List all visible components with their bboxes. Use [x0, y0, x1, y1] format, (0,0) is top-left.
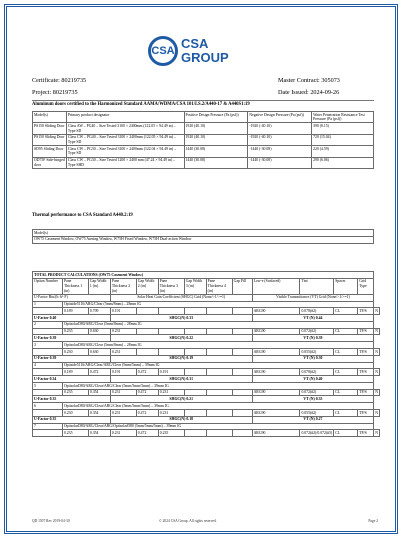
csa-logo-text: CSA GROUP [181, 36, 229, 65]
footer-page-number: Page 2 [368, 519, 378, 523]
table-row: 0.230 0.354 0.231 0.472 0.231 ARG90 0.055(#2) CL TP/S N [33, 410, 380, 417]
subheader-shgc: Solar Heat Gain Coefficient (SHGC) Grid (None/>1/>=1) [110, 294, 252, 301]
project-line: Project: 80219735 [32, 89, 78, 96]
csa-logo-mark: CSA [148, 36, 178, 66]
option-description: Optiside5116/ARG/Clear/ARG/Clear (5mm/5mm) – 39mm IG [62, 362, 373, 369]
option-number: 1 [33, 301, 63, 308]
col-gap-fill: Gap Fill [232, 278, 252, 294]
table-row: 0.230 0.630 0.231 ARG90 0.055(#2) CL TP/S N [33, 349, 380, 356]
date-issued-line: Date Issued: 2024-09-26 [278, 89, 340, 96]
header-divider [32, 100, 374, 101]
col-spacer: Spacer [334, 278, 358, 294]
footer-copyright: © 2024 CSA Group. All rights reserved. [159, 519, 217, 523]
option-description: Optiside5116/ARG/Clear (5mm/8mm) – 28mm IG [62, 301, 373, 308]
col-gap3: Gap Width 3 (in) [184, 278, 206, 294]
table-row: 0.189 0.709 0.191 ARG90 0.078(#2) CL TP/S N [33, 308, 380, 315]
table-row: 0.235 0.354 0.231 0.472 0.235 ARG90 0.072(#2)/0.072(#5) CL TP/S N [33, 430, 380, 437]
thermal-model-table [32, 229, 374, 244]
calc-table-title: TOTAL PRODUCT CALCULATIONS (OW75 Casement Window) [33, 272, 374, 279]
header-designator: Primary product designator [66, 112, 184, 123]
option-number: 2 [33, 321, 63, 328]
option-description: OptisolarD80/ARG/Clear (5mm/8mm) – 28mm IG [62, 321, 373, 328]
table-row: 0.235 0.354 0.231 0.472 0.231 ARG90 0.072(#2) CL TP/S N [33, 389, 380, 396]
inner-border [6, 6, 396, 532]
pressure-table: Model(s) Primary product designator Positive Design Pressure (Pa (psf)) Negative Design Pressure (Pa (psf)) Water Penetration Resistance Test Pressure (Pa (psf)) PS150 Sliding Door Class AW – PG40 – Size Tested 3100 × 2400mm (122.05 × 94.49 in) – Type SD 1920 (40.10) -1920 (-40.10) 390 (8.15) PS150 Sliding Door Class CW – PG40 – Size Tested 3100 × 2400mm (122.05 × 94.49 in) – Type SD 1920 (40.10) -1920 (-40.10) 720 (15.04) SD95 Sliding Door Class CW – PG30 – Size Tested 3100 × 2400mm (122.04 × 94.49 in) – Type SD 1440 (30.08) -1440 (-30.08) 220 (4.59) OD75F Side-hinged door Class CW – PG30 – Size Tested 1200 × 2400 mm (47.24 × 94.49 in) – Type SHD 1440 (30.08) -1440 (-30.08) 290 (6.06) [32, 111, 374, 169]
header-water-pressure: Water Penetration Resistance Test Pressure (Pa (psf)) [312, 112, 374, 123]
option-description: OptisolarD80/ARG/Clear (5mm/8mm) – 28mm IG [62, 342, 373, 349]
footer-doc-id: QD 1507 Rev 2019-04-30 [32, 519, 70, 523]
csa-group-logo [148, 36, 266, 68]
option-description: OptisolarD80/ARG/Clear/ARG/OptisolarD80 (5mm/5mm/5mm) – 39mm IG [62, 423, 373, 430]
option-number: 5 [33, 382, 63, 389]
section-2-heading: Thermal performance to CSA Standard A440.2:19 [32, 213, 133, 218]
header-negative-pressure: Negative Design Pressure (Pa (psf)) [248, 112, 312, 123]
option-description: OptisolarD80/ARG/Clear/ARG/Clear (5mm/5mm/5mm) – 39mm IG [62, 403, 373, 410]
section-1-heading: Aluminum doors certified to the Harmonized Standard AAMA/WDMA/CSA 101/I.S.2/A440-17 & A440S1:19 [32, 102, 250, 107]
master-contract-line: Master Contract: 305073 [278, 77, 340, 84]
option-number: 3 [33, 342, 63, 349]
col-low-e: Low-e (Surface#) [252, 278, 300, 294]
col-gap1: Gap Width 1 (in) [88, 278, 110, 294]
col-pane4: Pane Thickness 4 (in) [206, 278, 232, 294]
col-tint: Tint [300, 278, 334, 294]
thermal-model-header: Model(s) [33, 230, 374, 237]
table-row: 0.235 0.630 0.231 ARG90 0.072(#2) CL TP/S N [33, 328, 380, 335]
option-description: OptisolarD80/ARG/Clear/ARG/Clear (5mm/5mm/5mm) – 39mm IG [62, 382, 373, 389]
table-row: PS150 Sliding Door [33, 123, 67, 134]
option-number: 6 [33, 403, 63, 410]
col-gap2: Gap Width 2 (in) [136, 278, 158, 294]
table-row: PS150 Sliding Door [33, 134, 67, 145]
col-pane2: Pane Thickness 2 (in) [110, 278, 136, 294]
thermal-model-list: OW75 Casement Window, OW75 Awning Window, W75H Fixed Window, W75H Dual-action Window [33, 236, 374, 243]
total-product-calculations-table: TOTAL PRODUCT CALCULATIONS (OW75 Casement Window) Option Number Pane Thickness 1 (in) Gap Width 1 (in) Pane Thickness 2 (in) Gap Width 2 (in) Pane Thickness 3 (in) Gap Width 3 (in) Pane Thickness 4 (in) Gap Fill Low-e (Surface#) Tint Spacer Grid Type U-Factor Btu/(h·ft²·F) Solar Heat Gain Coefficient (SHGC) Grid (None/>1/>=1) Visible Transmittance (VT) Grid (None/>1/>=1) 1 Optiside5116/ARG/Clear (5mm/8mm) – 28mm IG 0.189 0.709 0.191 ARG90 0.078(#2) CL TP/S N U-Factor 0.40 SHGC(N) 0.33 VT (N) 0.44 2 OptisolarD80/ARG/Clear (5mm/8mm) – 28mm IG 0.235 0.630 0.231 ARG90 0.072(#2) CL TP/S N U-Factor 0.39 SHGC(N) 0.22 VT (N) 0.39 3 OptisolarD80/ARG/Clear (5mm/8mm) – 28mm IG 0.230 0.630 0.231 ARG90 0.055(#2) CL TP/S N U-Factor 0.39 SHGC(N) 0.19 VT (N) 0.30 4 Optiside5116/ARG/Clear/ARG/Clear (5mm/5mm) – 39mm IG 0.189 0.472 0.191 0.472 0.191 ARG90 0.078(#2) CL TP/S N U-Factor 0.34 SHGC(N) 0.31 VT (N) 0.40 5 OptisolarD80/ARG/Clear/ARG/Clear (5mm/5mm/5mm) – 39mm IG 0.235 0.354 0.231 0.472 0.231 ARG90 0.072(#2) CL TP/S N U-Factor 0.35 SHGC(N) 0.21 VT (N) 0.35 6 OptisolarD80/ARG/Clear/ARG/Clear (5mm/5mm/5mm) – 39mm IG 0.230 0.354 0.231 0.472 0.231 ARG90 0.055(#2) CL TP/S N U-Factor 0.35 SHGC(N) 0.18 VT (N) 0.27 7 OptisolarD80/ARG/Clear/ARG/OptisolarD80 (5mm/5mm/5mm) – 39mm IG 0.235 0.354 0.231 0.472 0.235 ARG90 0.072(#2)/0.072(#5) CL TP/S N [34, 272, 378, 435]
table-row: 0.189 0.472 0.191 0.472 0.191 ARG90 0.078(#2) CL TP/S N [33, 369, 380, 376]
col-option: Option Number [33, 278, 63, 294]
col-pane1: Pane Thickness 1 (in) [62, 278, 88, 294]
header-model: Model(s) [33, 112, 67, 123]
table-row: OD75F Side-hinged door [34, 158, 65, 167]
subheader-ufactor: U-Factor Btu/(h·ft²·F) [33, 294, 111, 301]
certificate-line: Certificate: 80219735 [32, 77, 87, 84]
header-positive-pressure: Positive Design Pressure (Pa (psf)) [184, 112, 248, 123]
subheader-vt: Visible Transmittance (VT) Grid (None/>1/>=1) [252, 294, 374, 301]
option-number: 7 [33, 423, 63, 430]
col-pane3: Pane Thickness 3 (in) [158, 278, 184, 294]
option-number: 4 [33, 362, 63, 369]
table-row: SD95 Sliding Door [33, 146, 67, 157]
col-grid: Grid Type [358, 278, 374, 294]
